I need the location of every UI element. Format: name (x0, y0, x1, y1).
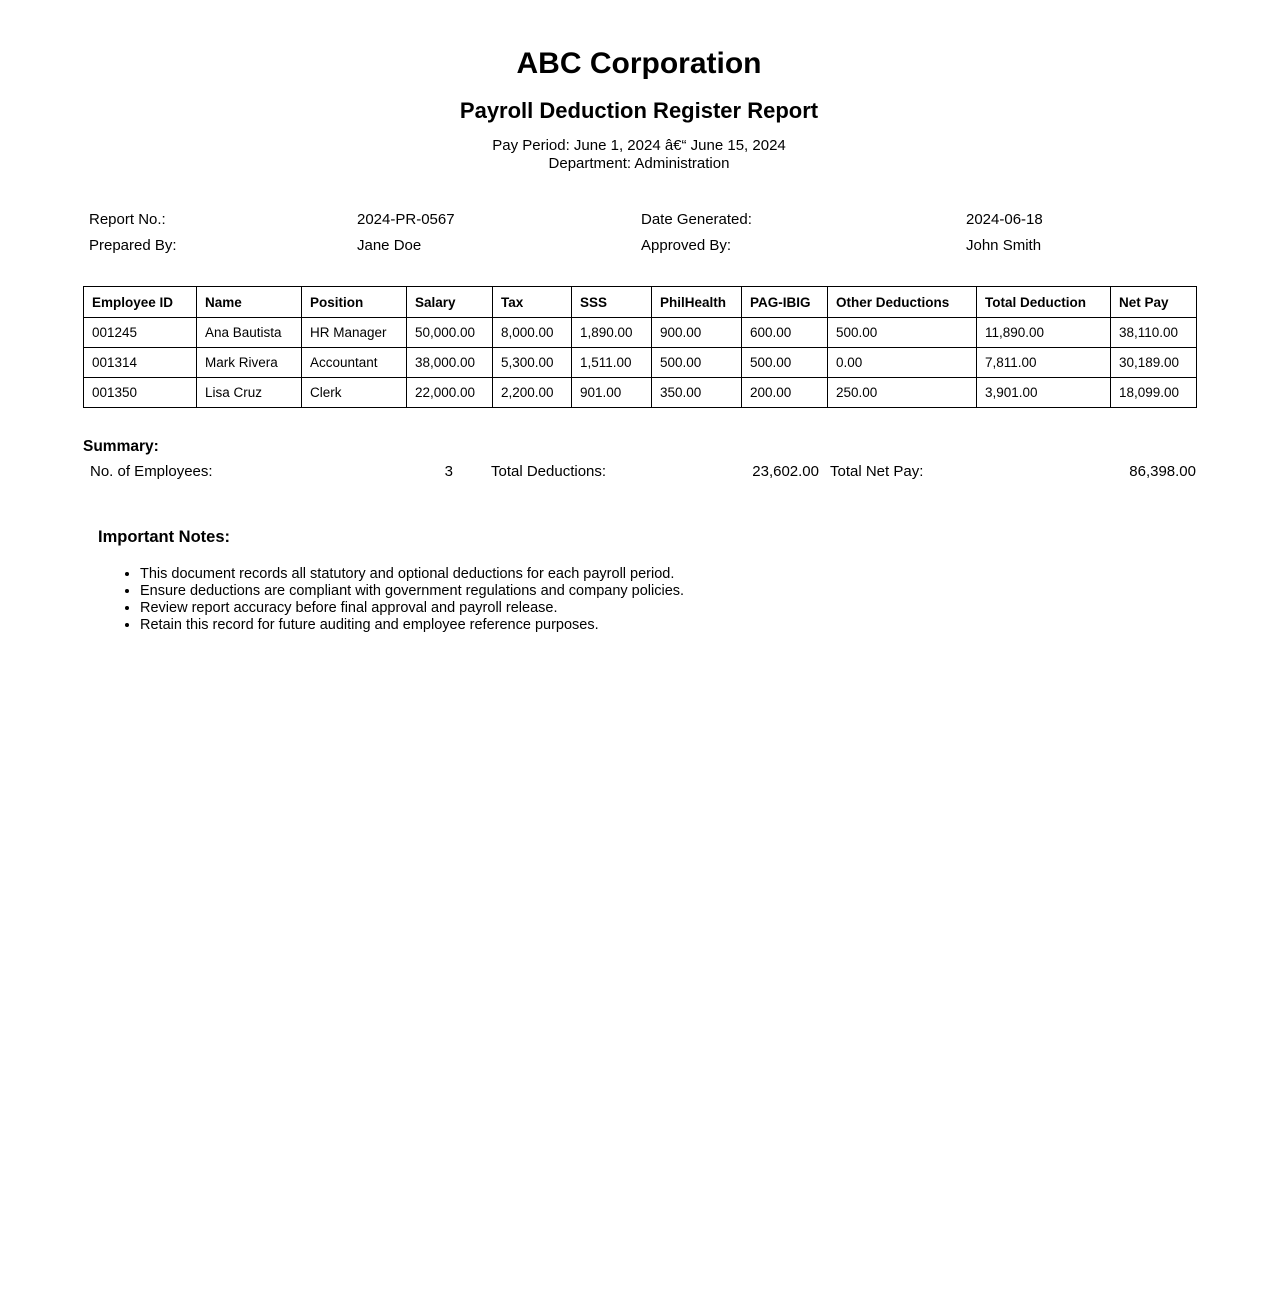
table-row (84, 348, 1197, 378)
cell-net-pay: 30,189.00 (1111, 348, 1197, 378)
cell-pagibig: 600.00 (742, 318, 828, 348)
report-subheader (0, 137, 1278, 173)
meta-row-2 (83, 237, 1196, 255)
summary-heading: Summary: (83, 438, 159, 455)
cell-salary: 22,000.00 (407, 378, 493, 408)
cell-pagibig: 200.00 (742, 378, 828, 408)
cell-net-pay: 38,110.00 (1111, 318, 1197, 348)
total-deductions-label: Total Deductions: (491, 463, 607, 480)
col-header-position: Position (302, 287, 407, 318)
cell-other-deductions: 500.00 (828, 318, 977, 348)
date-generated-value: 2024-06-18 (966, 211, 1043, 228)
notes-heading: Important Notes: (98, 528, 230, 546)
col-header-total-deduction: Total Deduction (977, 287, 1111, 318)
cell-pagibig: 500.00 (742, 348, 828, 378)
report-no-label: Report No.: (89, 211, 166, 228)
cell-total-deduction: 3,901.00 (977, 378, 1111, 408)
cell-philhealth: 350.00 (652, 378, 742, 408)
cell-total-deduction: 11,890.00 (977, 318, 1111, 348)
total-net-pay-value: 86,398.00 (1129, 463, 1196, 480)
cell-net-pay: 18,099.00 (1111, 378, 1197, 408)
col-header-salary: Salary (407, 287, 493, 318)
table-header-row (84, 287, 1197, 318)
prepared-by-label: Prepared By: (89, 237, 177, 254)
report-no-value: 2024-PR-0567 (357, 211, 455, 228)
cell-employee-id: 001245 (84, 318, 197, 348)
company-name: ABC Corporation (516, 47, 762, 80)
cell-philhealth: 500.00 (652, 348, 742, 378)
date-generated-label: Date Generated: (641, 211, 752, 228)
note-item: • Ensure deductions are compliant with government regulations and company policies. (140, 583, 1196, 600)
cell-tax: 5,300.00 (493, 348, 572, 378)
cell-position: Accountant (302, 348, 407, 378)
note-item: • Review report accuracy before final approval and payroll release. (140, 600, 1196, 617)
col-header-sss: SSS (572, 287, 652, 318)
note-item: • This document records all statutory and optional deductions for each payroll period. (140, 566, 1196, 583)
total-deductions-value: 23,602.00 (752, 463, 819, 480)
cell-total-deduction: 7,811.00 (977, 348, 1111, 378)
cell-other-deductions: 250.00 (828, 378, 977, 408)
cell-sss: 1,890.00 (572, 318, 652, 348)
cell-philhealth: 900.00 (652, 318, 742, 348)
cell-employee-id: 001314 (84, 348, 197, 378)
summary-section (83, 438, 1196, 481)
no-of-employees-label: No. of Employees: (90, 463, 213, 480)
col-header-tax: Tax (493, 287, 572, 318)
summary-row (83, 463, 1196, 481)
notes-list (83, 566, 1196, 634)
prepared-by-value: Jane Doe (357, 237, 422, 254)
total-net-pay-label: Total Net Pay: (830, 463, 924, 480)
cell-name: Lisa Cruz (197, 378, 302, 408)
note-item: • Retain this record for future auditing and employee reference purposes. (140, 617, 1196, 634)
col-header-employee-id: Employee ID (84, 287, 197, 318)
cell-name: Mark Rivera (197, 348, 302, 378)
pay-period-line: Pay Period: June 1, 2024 â€“ June 15, 2024 (492, 137, 786, 154)
table-row (84, 378, 1197, 408)
cell-position: Clerk (302, 378, 407, 408)
cell-employee-id: 001350 (84, 378, 197, 408)
cell-sss: 901.00 (572, 378, 652, 408)
col-header-pagibig: PAG-IBIG (742, 287, 828, 318)
approved-by-value: John Smith (966, 237, 1042, 254)
cell-salary: 38,000.00 (407, 348, 493, 378)
report-meta (83, 211, 1196, 255)
cell-position: HR Manager (302, 318, 407, 348)
approved-by-label: Approved By: (641, 237, 732, 254)
col-header-other-deductions: Other Deductions (828, 287, 977, 318)
cell-name: Ana Bautista (197, 318, 302, 348)
cell-tax: 8,000.00 (493, 318, 572, 348)
payroll-table (83, 286, 1197, 408)
cell-sss: 1,511.00 (572, 348, 652, 378)
notes-section (83, 527, 1196, 634)
no-of-employees-value: 3 (444, 463, 453, 480)
cell-other-deductions: 0.00 (828, 348, 977, 378)
cell-tax: 2,200.00 (493, 378, 572, 408)
department-line: Department: Administration (548, 155, 730, 172)
col-header-net-pay: Net Pay (1111, 287, 1197, 318)
report-title: Payroll Deduction Register Report (459, 98, 819, 123)
report-header (0, 0, 1278, 173)
meta-row-1 (83, 211, 1196, 229)
col-header-name: Name (197, 287, 302, 318)
table-row (84, 318, 1197, 348)
cell-salary: 50,000.00 (407, 318, 493, 348)
col-header-philhealth: PhilHealth (652, 287, 742, 318)
